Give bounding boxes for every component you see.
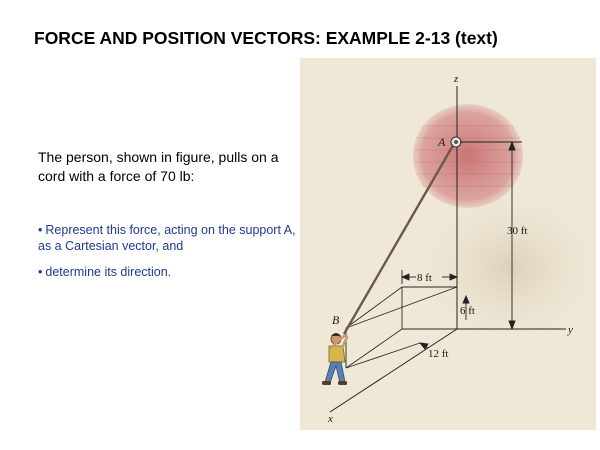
bullet-text: Represent this force, acting on the support A, as a Cartesian vector, and [38,223,296,253]
dim-6ft-label: 6 ft [460,305,475,317]
bullet-text: determine its direction. [45,265,172,279]
bullet-item [38,264,298,280]
bullet-item [38,222,298,254]
example-figure [300,58,596,430]
dim-12ft-label: 12 ft [428,348,449,360]
z-axis-label: z [454,73,459,85]
y-axis-label: y [568,324,573,336]
slide-title: FORCE AND POSITION VECTORS: EXAMPLE 2-13 (text) [34,28,498,48]
point-a-label: A [438,135,446,149]
brick-wall-patch [413,104,523,208]
intro-text: The person, shown in figure, pulls on a cord with a force of 70 lb: [38,149,279,184]
bullet-list [38,222,298,290]
dim-30ft-label: 30 ft [507,225,528,237]
support-ring-icon [451,137,461,147]
x-axis-label: x [328,413,333,425]
dim-8ft-label: 8 ft [417,272,432,284]
bullet-dot-icon: • [38,265,43,279]
point-b-label: B [332,313,340,327]
bullet-dot-icon: • [38,223,43,237]
